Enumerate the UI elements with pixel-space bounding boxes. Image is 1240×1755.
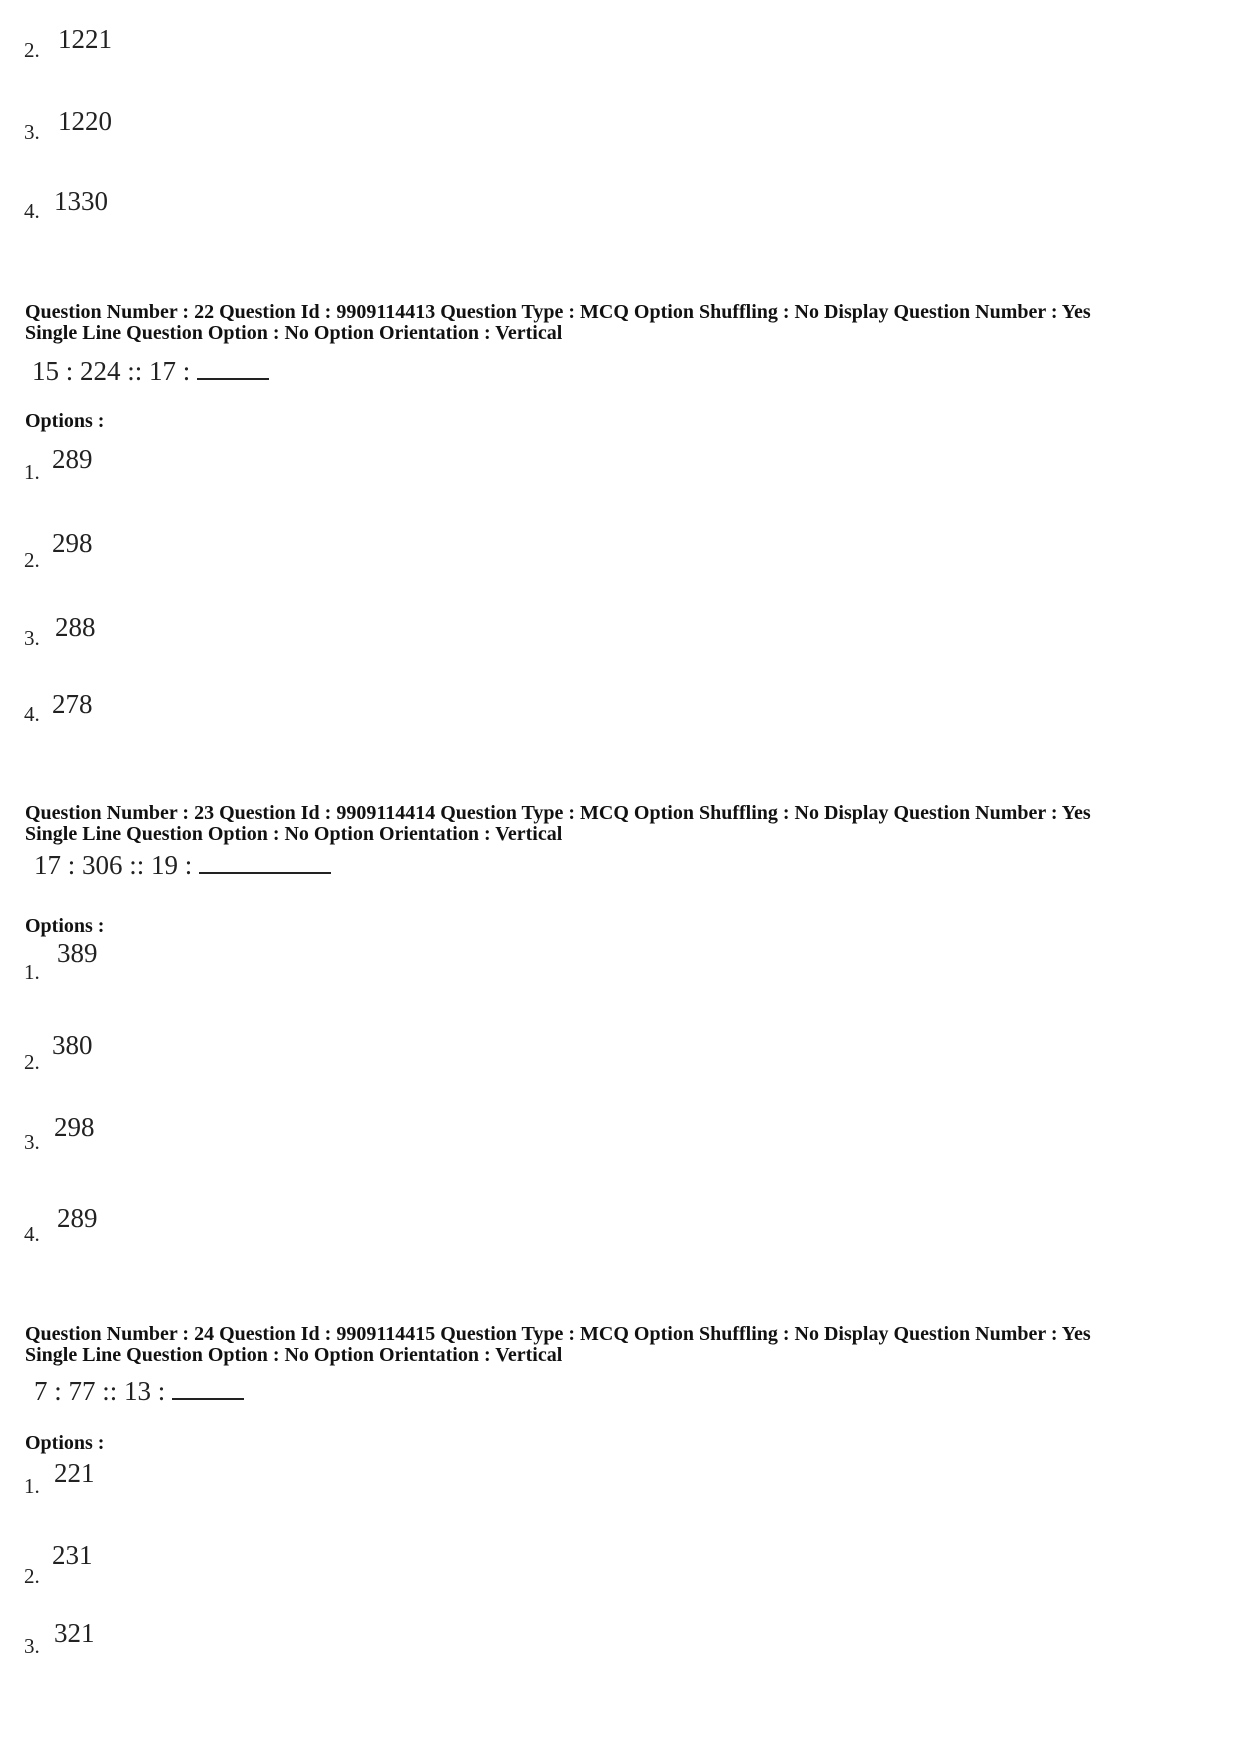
option-number: 2. — [24, 1050, 40, 1074]
option-number: 4. — [24, 199, 40, 223]
question-meta-line1: Question Number : 24 Question Id : 9909114415 Question Type : MCQ Option Shuffling : No Display Question Number : Yes — [25, 1323, 1091, 1345]
option-number: 4. — [24, 1222, 40, 1246]
option-value: 288 — [55, 612, 96, 642]
answer-blank — [197, 358, 269, 380]
option-number: 4. — [24, 702, 40, 726]
options-label: Options : — [25, 410, 105, 432]
question-text — [32, 356, 269, 387]
option-value: 389 — [57, 938, 98, 968]
option-value: 221 — [54, 1458, 95, 1488]
question-meta-line2: Single Line Question Option : No Option Orientation : Vertical — [25, 823, 563, 845]
option-number: 2. — [24, 38, 40, 62]
answer-blank — [199, 852, 331, 874]
options-label: Options : — [25, 915, 105, 937]
option-value: 231 — [52, 1540, 93, 1570]
option-value: 278 — [52, 689, 93, 719]
question-meta-line2: Single Line Question Option : No Option Orientation : Vertical — [25, 322, 563, 344]
option-value: 298 — [54, 1112, 95, 1142]
option-value: 321 — [54, 1618, 95, 1648]
option-number: 2. — [24, 1564, 40, 1588]
option-number: 3. — [24, 120, 40, 144]
option-number: 2. — [24, 548, 40, 572]
option-number: 3. — [24, 1634, 40, 1658]
answer-blank — [172, 1378, 244, 1400]
question-meta-line2: Single Line Question Option : No Option Orientation : Vertical — [25, 1344, 563, 1366]
question-meta-line1: Question Number : 22 Question Id : 9909114413 Question Type : MCQ Option Shuffling : No Display Question Number : Yes — [25, 301, 1091, 323]
question-text — [34, 1376, 244, 1407]
option-number: 3. — [24, 1130, 40, 1154]
options-label: Options : — [25, 1432, 105, 1454]
option-value: 1220 — [58, 106, 112, 136]
option-value: 1221 — [58, 24, 112, 54]
option-value: 1330 — [54, 186, 108, 216]
option-value: 298 — [52, 528, 93, 558]
option-number: 3. — [24, 626, 40, 650]
option-number: 1. — [24, 460, 40, 484]
option-number: 1. — [24, 1474, 40, 1498]
question-meta-line1: Question Number : 23 Question Id : 9909114414 Question Type : MCQ Option Shuffling : No Display Question Number : Yes — [25, 802, 1091, 824]
question-text-content: 7 : 77 :: 13 : — [34, 1376, 173, 1406]
option-value: 380 — [52, 1030, 93, 1060]
question-text — [34, 850, 331, 881]
option-value: 289 — [57, 1203, 98, 1233]
question-text-content: 17 : 306 :: 19 : — [34, 850, 200, 880]
question-text-content: 15 : 224 :: 17 : — [32, 356, 198, 386]
option-number: 1. — [24, 960, 40, 984]
option-value: 289 — [52, 444, 93, 474]
